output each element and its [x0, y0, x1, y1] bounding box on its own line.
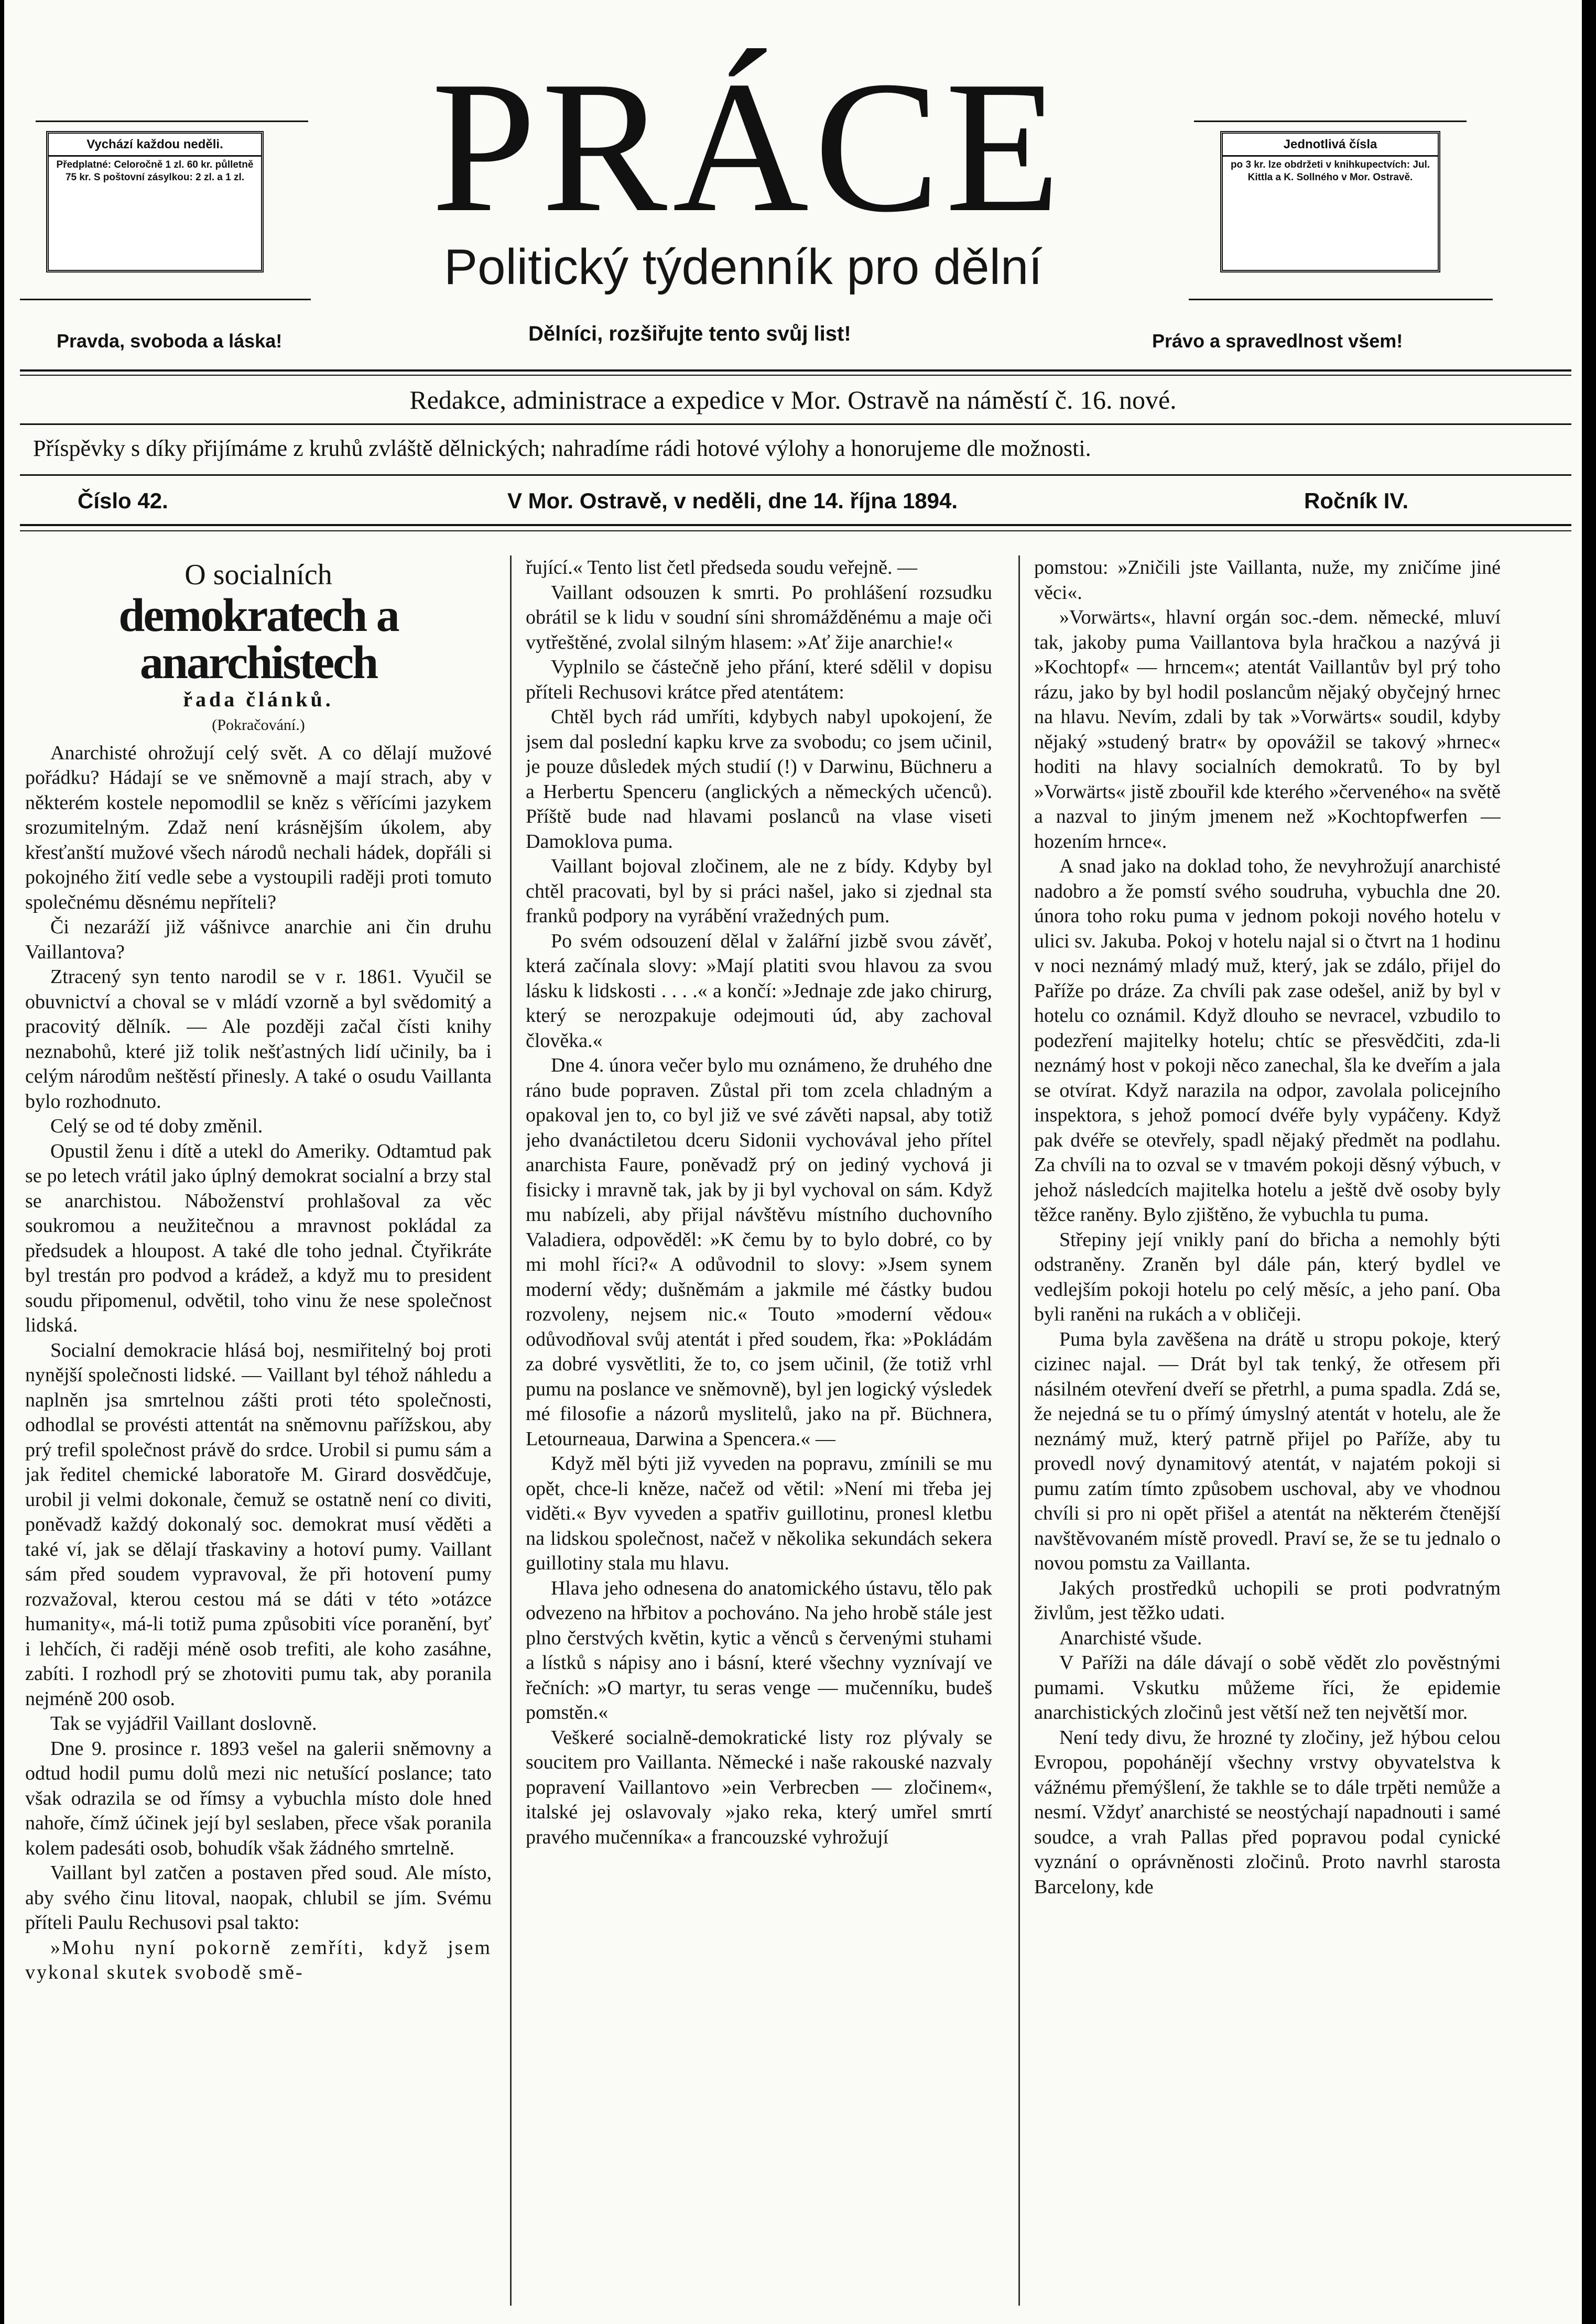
- subheading: Anarchisté všude.: [1059, 1627, 1202, 1649]
- paragraph: A snad jako na doklad toho, že nevyhrožují anarchisté nadobro a že pomstí svého soudruha, vybuchla dne 20. února toho roku puma v jednom pokoji nového hotelu v ulici sv. Jakuba. Pokoj v hotelu najal si o čtvrt na 1 hodinu v noci neznámý mladý muž, který, jak se zdálo, přijel do Paříže po dráze. Za chvíli pak zase odešel, aniž by byl v hotelu co oznámil. Když dlouho se nevracel, vzbudilo to podezření majitelky hotelu; chtíc se přesvědčiti, zda-li neznámý host v pokoji něco zanechal, šla ke dveřím a jala se otvírat. Když narazila na odpor, zavolala policejního inspektora, s jehož pomocí dvéře byly vypáčeny. Když pak dvéře se otevřely, spadl nějaký předmět na podlahu. Za chvíli na to ozval se v tmavém pokoji děsný výbuch, v jehož následcích majitelka hotelu a ještě dvě osoby byly těžce raněny. Bylo zjištěno, že vybuchla tu puma.: [1034, 855, 1501, 1226]
- paragraph: Či nezaráží již vášnivce anarchie ani čin druhu Vaillantova?: [25, 916, 492, 963]
- single-issue-box: [1220, 131, 1440, 272]
- subscription-text: Předplatné: Celoročně 1 zl. 60 kr. půlletně 75 kr. S poštovní zásylkou: 2 zl. a 1 zl.: [56, 159, 254, 183]
- header-bottom-rule: [20, 530, 1571, 531]
- paragraph: V Paříži na dále dávají o sobě vědět zlo pověstnými pumami. Vskutku můžeme říci, že epidemie anarchistických zločinů jest větší než ten největší mor.: [1034, 1652, 1501, 1723]
- column-separator: [510, 555, 512, 2306]
- paragraph: »Vorwärts«, hlavní orgán soc.-dem. německé, mluví tak, jakoby puma Vaillantova byla hračkou a nazývá ji »Kochtopf« — hrncem«; atentát Vaillantův byl prý toho rázu, jako by byl hodil poslancům nějaký obyčejný hrnec na hlavu. Nevím, zdali by tak »Vorwärts« soudil, kdyby nějaký »studený bratr« by opovážil se takový »hrnec« hoditi na hlavy socialních demokratů. To by byl »Vorwärts« jistě zbouřil kde kterého »červeného« na světě a nazval to jiným jmenem než »Kochtopfwerfen — hozením hrnce«.: [1034, 606, 1501, 853]
- paragraph: Opustil ženu i dítě a utekl do Ameriky. Odtamtud pak se po letech vrátil jako úplný demokrat socialní a brzy stal se anarchistou. Náboženství prohlašoval za věc soukromou a neužitečnou a mravnost pokládal za předsudek a hloupost. A také dle toho jednal. Čtyřikráte byl trestán pro podvod a krádež, a když mu to president soudu připomenul, odvětil, toho vinu že nese společnost lidská.: [25, 1140, 492, 1336]
- box-right-frame-rule: [1194, 121, 1467, 122]
- paragraph: »Mohu nyní pokorně zemříti, když jsem vykonal skutek svobodě smě-: [25, 1936, 492, 1983]
- paragraph: Tak se vyjádřil Vaillant doslovně.: [50, 1712, 317, 1734]
- contributions-notice: Příspěvky s díky přijímáme z kruhů zvláště dělnických; nahradíme rádi hotové výlohy a honorujeme dle možnosti.: [33, 435, 1091, 461]
- subscription-box: [46, 131, 264, 272]
- single-issue-text: po 3 kr. lze obdržeti v knihkupectvích: Jul. Kittla a K. Sollného v Mor. Ostravě.: [1230, 159, 1430, 183]
- paragraph: Hlava jeho odnesena do anatomického ústavu, tělo pak odvezeno na hřbitov a pochováno. Na jeho hrobě stále jest plno čerstvých květin, kytic a věnců s červenými stuhami a lístků s nápisy ano i básní, které všechny vyznívají ve řečních: »O martyr, tu seras venge — mučenníku, budeš pomstěn.«: [526, 1577, 992, 1723]
- paragraph: Anarchisté ohrožují celý svět. A co dělají mužové pořádku? Hádají se ve sněmovně a mají strach, aby v některém kostele nepomodlil se kněz s věřícími jazykem srozumitelným. Zdaž není krásnějším úkolem, aby křesťanští mužové všech národů nechali hádek, dopřáli si pokojného žití vedle sebe a vystoupili raději proti tomuto společnému děsnému nepříteli?: [25, 741, 492, 913]
- paragraph: Celý se od té doby změnil.: [50, 1115, 263, 1137]
- paragraph: Když měl býti již vyveden na popravu, zmínili se mu opět, chce-li kněze, načež od větil: »Není mi třeba jej viděti.« Byv vyveden a spatřiv guillotinu, pronesl kletbu na lidskou společnost, načež v několika sekundách sekera guillotiny stala mu hlavu.: [526, 1453, 992, 1574]
- article-title-line1: O socialních: [184, 559, 332, 591]
- motto-right: Právo a spravedlnost všem!: [1152, 330, 1403, 352]
- paragraph: Vaillant byl zatčen a postaven před soud. Ale místo, aby svého činu litoval, naopak, chlubil se jím. Svému příteli Paulu Rechusovi psal takto:: [25, 1862, 492, 1934]
- notice-rule: [20, 474, 1571, 476]
- article-series: řada článků.: [183, 688, 334, 711]
- editorial-address: Redakce, administrace a expedice v Mor. Ostravě na náměstí č. 16. nové.: [409, 385, 1177, 414]
- volume-number: Ročník IV.: [1304, 488, 1409, 513]
- paragraph: Střepiny její vnikly paní do břicha a nemohly býti odstraněny. Zraněn byl dále pán, který bydlel ve vedlejším pokoji hotelu po celý měsíc, a jeho paní. Oba byli raněni na rukách a v obličeji.: [1034, 1228, 1501, 1325]
- paragraph: Jakých prostředků uchopili se proti podvratným živlům, jest těžko udati.: [1034, 1577, 1501, 1624]
- paragraph: Puma byla zavěšena na drátě u stropu pokoje, který cizinec najal. — Drát byl tak tenký, že otřesem při násilném otevření dveří se přetrhl, a puma spadla. Zdá se, že nejedná se tu o přímý úmyslný atentát v hotelu, ale že neznámý muž, který patrně přijel po Paříže, aby tu provedl nový dynamitový atentát, v najatém pokoji si pumu zatím tímto způsobem uschoval, aby ve vhodnou chvíli si pro ni opět přišel a atentát na některém čtenější navštěvovaném místě provedl. Praví se, že se tu jednalo o novou pomstu za Vaillanta.: [1034, 1328, 1501, 1574]
- article-column-2: [526, 555, 992, 2316]
- paragraph: Vyplnilo se částečně jeho přání, které sdělil v dopisu příteli Rechusovi krátce před atentátem:: [526, 656, 992, 703]
- article-title-line2: demokratech a anarchistech: [118, 590, 398, 689]
- subscription-heading: Vychází každou neděli.: [49, 134, 261, 157]
- motto-left: Pravda, svoboda a láska!: [57, 330, 283, 352]
- paragraph: Dne 4. února večer bylo mu oznámeno, že druhého dne ráno bude popraven. Zůstal při tom zcela chladným a opakoval jen to, co byl již ve své závěti napsal, aby totiž jeho dvanáctiletou dceru Sidonii vychovával jeho přítel anarchista Faure, poněvadž prý on jediný vychová ji fisicky i mravně tak, jak by ji byl vychoval on sám. Když mu nabízeli, aby přijal návštěvu místního duchovního Valadiera, odpověděl: »K čemu by to bylo dobré, co by mi mohl říci?« A odůvodnil to slovy: »Jsem synem moderní vědy; dušněmám a jakmile mé částky budou rozvoleny, nejsem nic.« Touto »moderní vědou« odůvodňoval svůj atentát i před soudem, řka: »Pokládám za dobré vysvětliti, že to, co jsem učinil, (že totiž vrhl pumu na poslance ve sněmovně), byl jen logický výsledek mé filosofie a názorů myslitelů, jako na př. Büchnera, Letourneaua, Darwina a Spencera.« —: [526, 1054, 992, 1450]
- masthead-rule: [20, 375, 1571, 376]
- paragraph: Chtěl bych rád umříti, kdybych nabyl upokojení, že jsem dal poslední kapku krve za svobodu; co jsem učinil, je pouze důsledek mých studií (!) v Darwinu, Büchneru a a Herbertu Spenceru (anglických a německých učenců). Příště bude nad hlavami poslanců na vlase viseti Damoklova puma.: [526, 706, 992, 853]
- article-column-3: [1034, 555, 1501, 2316]
- paragraph: Vaillant bojoval zločinem, ale ne z bídy. Kdyby byl chtěl pracovati, byl by si práci našel, jako si zjednal sta franků podpory na vyrábění vražedných pum.: [526, 855, 992, 927]
- single-issue-heading: Jednotlivá čísla: [1223, 134, 1438, 157]
- article-column-1: [25, 555, 492, 2316]
- address-rule: [20, 423, 1571, 425]
- newspaper-page: [4, 0, 1582, 2324]
- motto-center: Dělníci, rozšiřujte tento svůj list!: [528, 322, 851, 345]
- masthead-rule: [20, 369, 1571, 372]
- box-left-frame-rule: [36, 121, 308, 122]
- paragraph: Vaillant odsouzen k smrti. Po prohlášení rozsudku obrátil se k lidu v soudní síni shromážděnému a maje oči vytřeštěné, zvolal silným hlasem: »Ať žije anarchie!«: [526, 581, 992, 653]
- issue-date: V Mor. Ostravě, v neděli, dne 14. října 1894.: [507, 488, 958, 513]
- article-continued: (Pokračování.): [212, 716, 305, 734]
- paragraph: Není tedy divu, že hrozné ty zločiny, jež hýbou celou Evropou, popohánějí všechny vrstvy obyvatelstva k vážnému přemýšlení, že takhle se to dále trpěti nemůže a nesmí. Vždyť anarchisté se neostýchají napadnouti i samé soudce, a vrah Pallas před popravou podal cynické vyznání o oprávněnosti zločinů. Proto navrhl starosta Barcelony, kde: [1034, 1726, 1501, 1898]
- header-bottom-rule: [20, 524, 1571, 526]
- issue-number: Číslo 42.: [78, 488, 168, 513]
- paragraph: Ztracený syn tento narodil se v r. 1861. Vyučil se obuvnictví a choval se v mládí vzorně a byl svědomitý a pracovitý dělník. — Ale později začal čísti knihy neznabohů, které již tolik nešťastných lidí učinily, ba i celým národům neštěstí přinesly. A také o osudu Vaillanta bylo rozhodnuto.: [25, 966, 492, 1112]
- column-separator: [1018, 555, 1020, 2306]
- masthead-title: PRÁCE: [431, 42, 1066, 251]
- box-right-frame-rule: [1189, 299, 1493, 300]
- paragraph: řující.« Tento list četl předseda soudu veřejně. —: [526, 557, 917, 579]
- paragraph: Socialní demokracie hlásá boj, nesmiřitelný boj proti nynější společnosti lidské. — Vaillant byl téhož náhledu a naplněn jsa smrtelnou zášti proti této společnosti, odhodlal se provésti attentát na sněmovnu pařížskou, aby prý trefil společnost právě do srdce. Urobil si pumu sám a jak ředitel chemické laboratoře M. Girard dosvědčuje, urobil ji velmi dokonale, čemuž se ostatně není co diviti, poněvadž každý dokonalý soc. demokrat musí věděti a také ví, jak se dělají třaskaviny a hotoví pumy. Vaillant sám před soudem vypravoval, že při hotovení pumy rozvažoval, kterou cestou má se dáti v této »otázce humanity«, má-li totiž puma způsobiti více poranění, byť i lehčích, či raději méně osob trefiti, ale koho zasáhne, zabíti. I rozhodl prý se zhotoviti pumu tak, aby poranila nejméně 200 osob.: [25, 1339, 492, 1710]
- paragraph: Po svém odsouzení dělal v žalářní jizbě svou závěť, která začínala slovy: »Mají platiti svou hlavou za svou lásku k lidskosti . . . .« a končí: »Jednaje zde jako chirurg, který se nerozpakuje odejmouti úd, aby zachoval člověka.«: [526, 930, 992, 1052]
- paragraph: Dne 9. prosince r. 1893 vešel na galerii sněmovny a odtud hodil pumu dolů mezi nic netušící poslance; tato však odrazila se od římsy a vybuchla místo dole hned nahoře, čímž účinek její byl seslaben, přece však poranila kolem padesáti osob, bohudík však žádného smrtelně.: [25, 1737, 492, 1859]
- paragraph: pomstou: »Zničili jste Vaillanta, nuže, my zničíme jiné věci«.: [1034, 557, 1501, 604]
- box-left-frame-rule: [20, 299, 311, 300]
- masthead-subtitle: Politický týdenník pro dělní: [444, 239, 1043, 295]
- paragraph: Veškeré socialně-demokratické listy roz plývaly se soucitem pro Vaillanta. Německé i naše rakouské nazvaly popravení Vaillantovo »ein Verbrecben — zločinem«, italské jej oslavovaly »jako reka, který umřel smrtí pravého mučenníka« a francouzské vyhrožují: [526, 1726, 992, 1848]
